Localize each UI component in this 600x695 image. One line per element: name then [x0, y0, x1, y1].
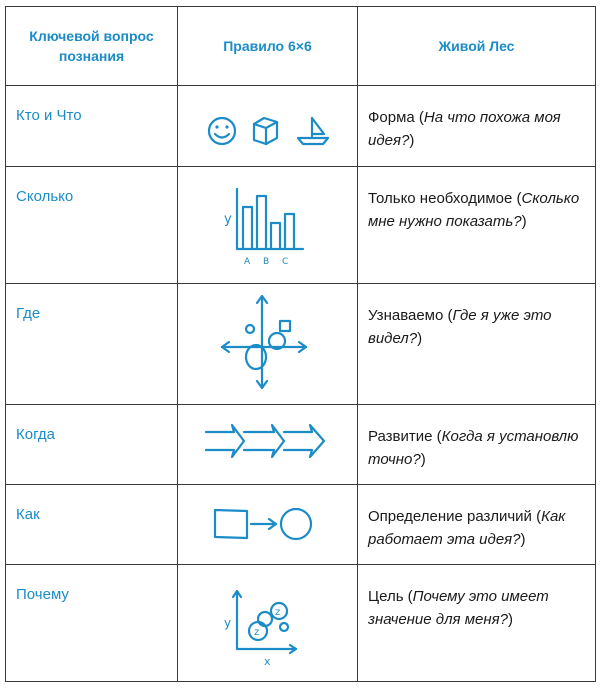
- header-key-question: Ключевой вопрос познания: [6, 7, 178, 86]
- sketch-cell: [178, 405, 358, 485]
- table-row: [6, 284, 596, 405]
- scatter-point-label: z: [254, 627, 260, 638]
- answer-cell: Определение различий (Как работает эта идея?): [358, 485, 596, 565]
- sketch-cell: [178, 167, 358, 284]
- bar-chart-y-label: y: [224, 212, 232, 227]
- answer-cell: Цель (Почему это имеет значение для меня?): [358, 565, 596, 682]
- header-row: [6, 7, 596, 86]
- table-row: [6, 485, 596, 565]
- bar-chart-x-label-a: A: [244, 257, 251, 267]
- table-row: [6, 167, 596, 284]
- scatter-y-label: y: [224, 616, 232, 630]
- table-row: [6, 405, 596, 485]
- bar-chart-icon: [178, 167, 358, 284]
- scatter-plot-icon: [178, 565, 358, 682]
- question-cell: Где: [6, 284, 178, 405]
- answer-cell: Развитие (Когда я установлю точно?): [358, 405, 596, 485]
- bar-chart-x-label-c: C: [282, 257, 289, 267]
- question-cell: Кто и Что: [6, 86, 178, 167]
- table-row: [6, 86, 596, 167]
- sailboat-icon: [298, 118, 328, 144]
- coordinate-map-icon: [178, 284, 358, 405]
- question-cell: Почему: [6, 565, 178, 682]
- header-rule-6x6: Правило 6×6: [178, 7, 358, 86]
- answer-cell: Узнаваемо (Где я уже это видел?): [358, 284, 596, 405]
- scatter-point-label: z: [275, 607, 281, 618]
- answer-cell: Форма (На что похожа моя идея?): [358, 86, 596, 167]
- header-living-forest: Живой Лес: [358, 7, 596, 86]
- sketch-cell: [178, 86, 358, 167]
- smiley-cube-boat-icons: [178, 86, 358, 167]
- question-cell: Когда: [6, 405, 178, 485]
- arrows-sequence-icon: [178, 405, 358, 485]
- sketch-cell: [178, 485, 358, 565]
- cube-icon: [254, 118, 277, 144]
- sketch-cell: [178, 284, 358, 405]
- smiley-icon: [209, 118, 235, 144]
- comparison-table: [5, 6, 596, 682]
- table-row: [6, 565, 596, 682]
- bar-chart-x-label-b: B: [263, 257, 270, 267]
- sketch-cell: [178, 565, 358, 682]
- question-cell: Как: [6, 485, 178, 565]
- answer-cell: Только необходимое (Сколько мне нужно показать?): [358, 167, 596, 284]
- scatter-x-label: x: [264, 655, 271, 668]
- square-arrow-circle-icon: [178, 485, 358, 565]
- question-cell: Сколько: [6, 167, 178, 284]
